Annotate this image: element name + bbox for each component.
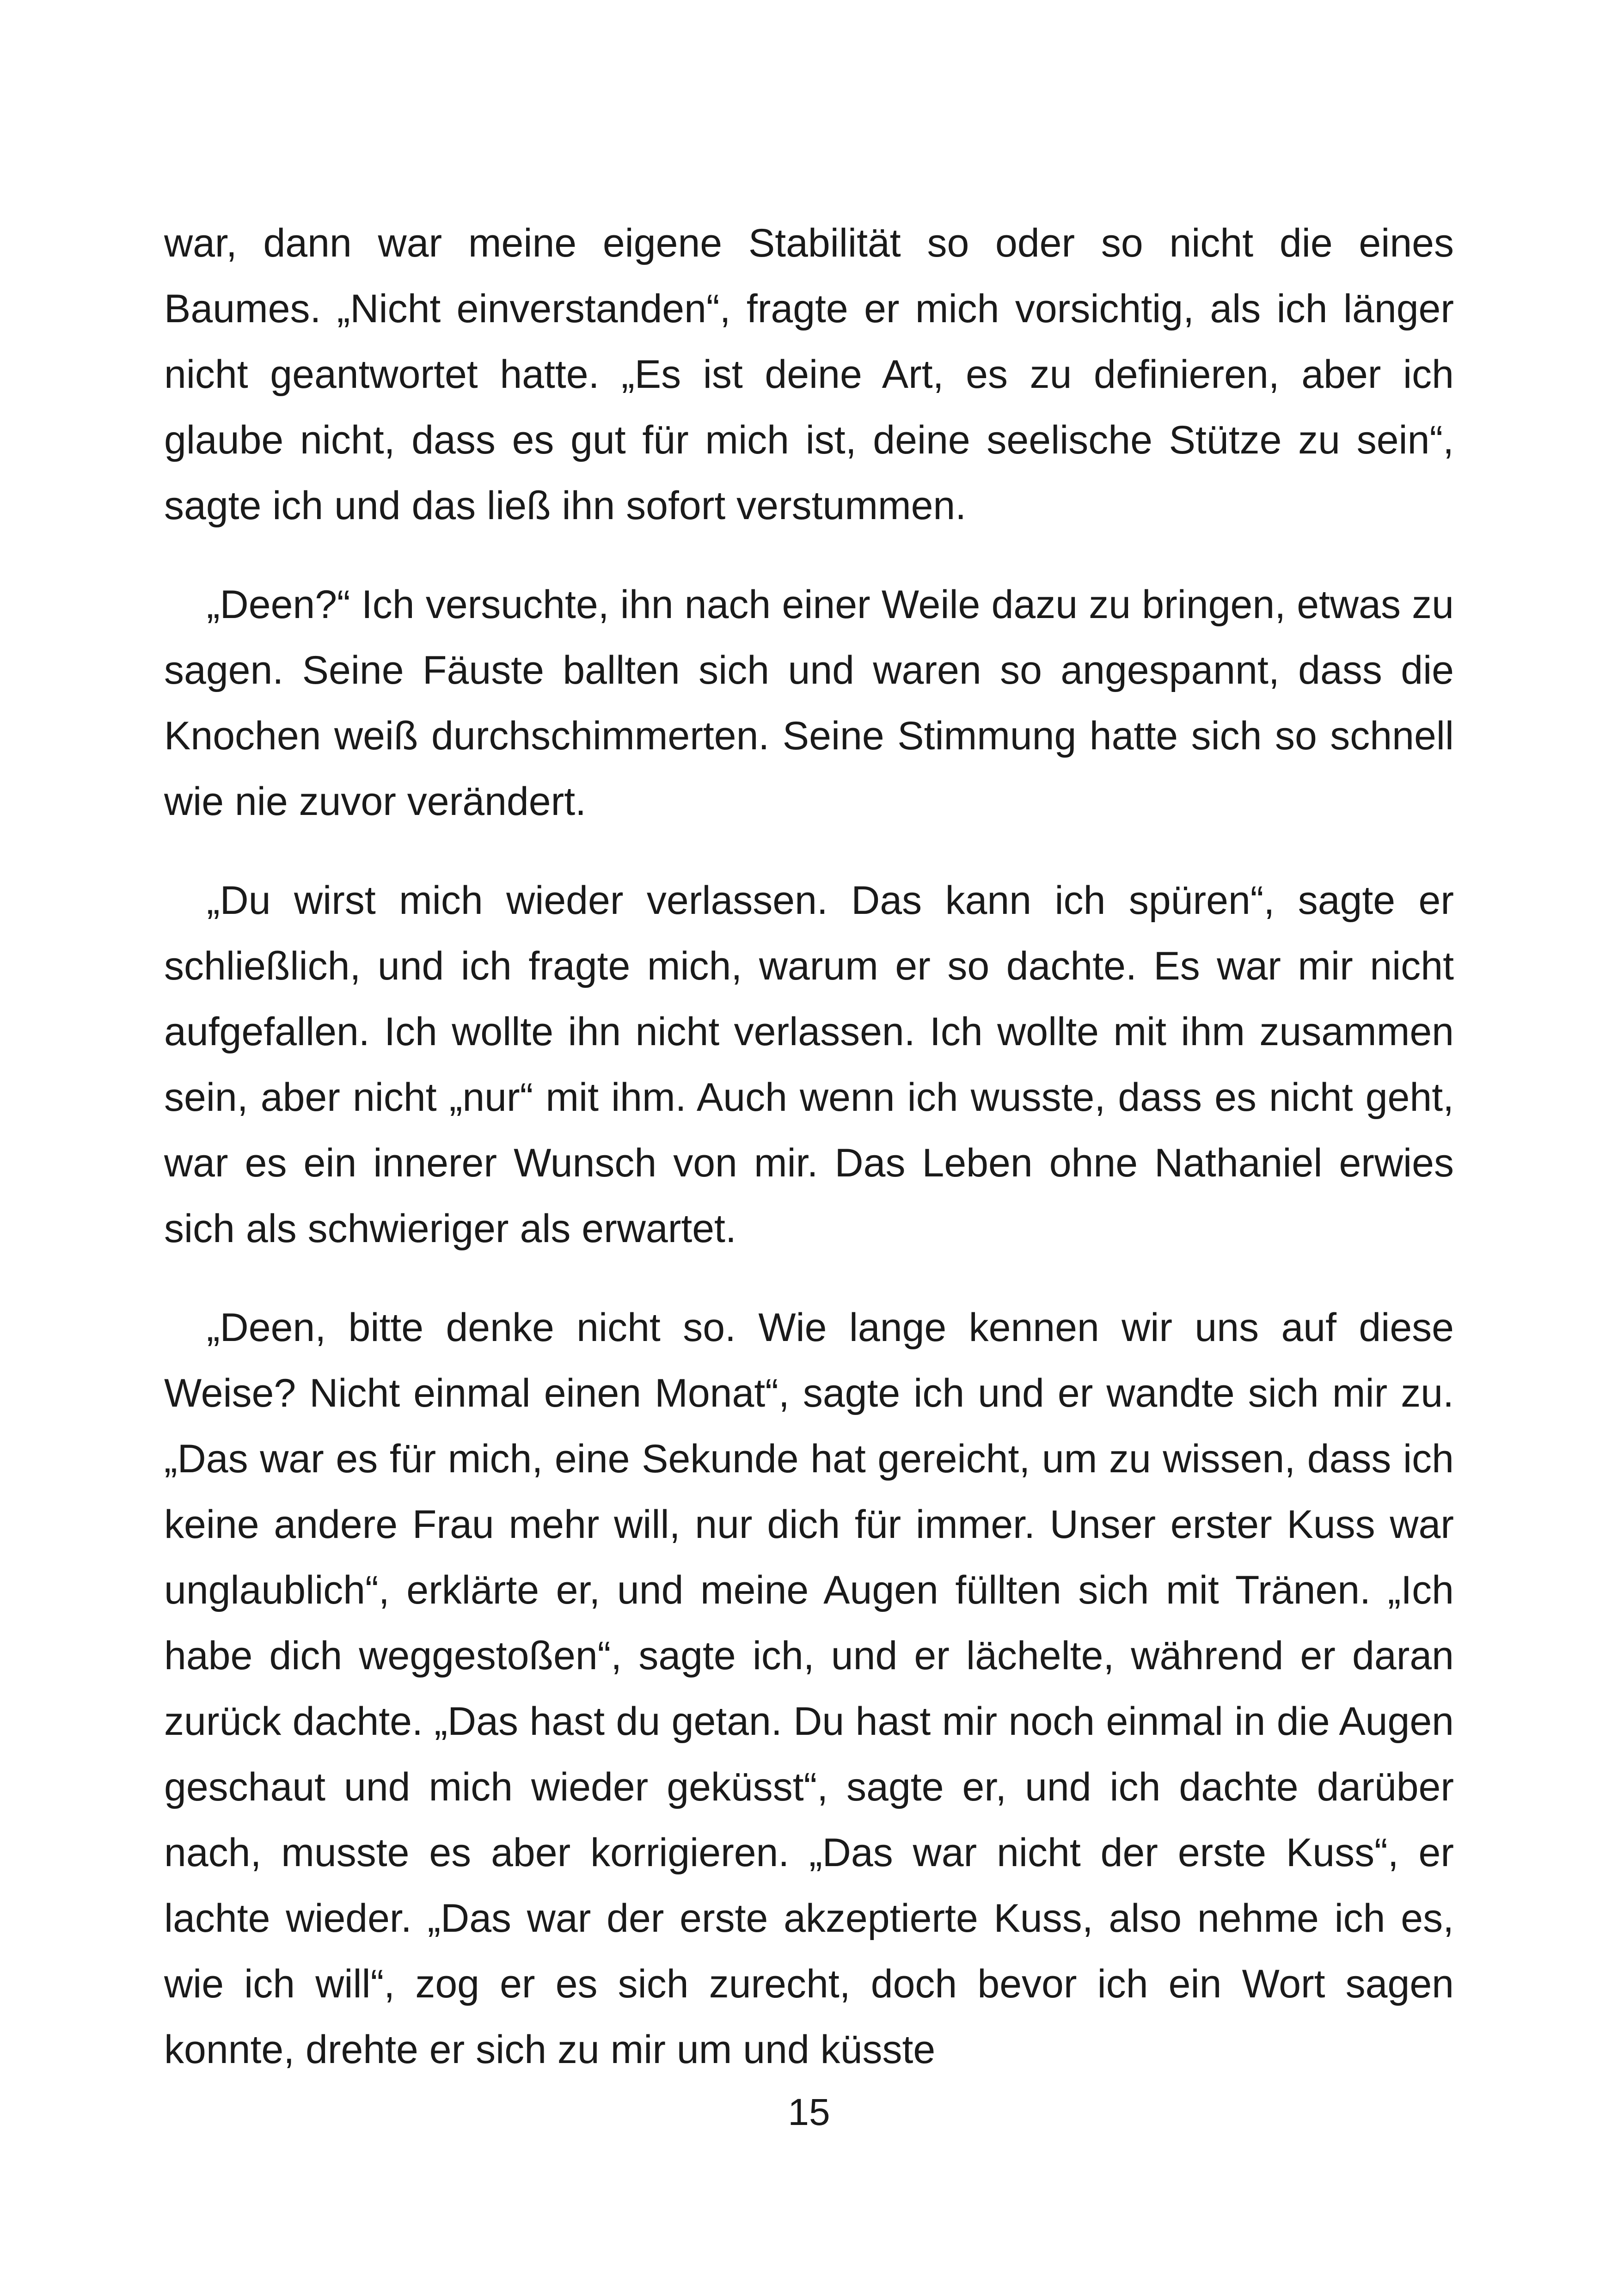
page-number: 15 <box>788 2091 830 2133</box>
paragraph-3: „Du wirst mich wieder verlassen. Das kann ich spüren“, sagte er schließlich, und ich fragte mich, warum er so dachte. Es war mir nicht aufgefallen. Ich wollte ihn nicht verlassen. Ich wollte mit ihm zusammen sein, aber nicht „nur“ mit ihm. Auch wenn ich wusste, dass es nicht geht, war es ein innerer Wunsch von mir. Das Leben ohne Nathaniel erwies sich als schwieriger als erwartet. <box>164 878 1454 1251</box>
paragraph-1: war, dann war meine eigene Stabilität so oder so nicht die eines Baumes. „Nicht einverstanden“, fragte er mich vorsichtig, als ich länger nicht geantwortet hatte. „Es ist deine Art, es zu definieren, aber ich glaube nicht, dass es gut für mich ist, deine seelische Stütze zu sein“, sagte ich und das ließ ihn sofort verstummen. <box>164 221 1454 528</box>
paragraph-4: „Deen, bitte denke nicht so. Wie lange kennen wir uns auf diese Weise? Nicht einmal einen Monat“, sagte ich und er wandte sich mir zu. „Das war es für mich, eine Sekunde hat gereicht, um zu wissen, dass ich keine andere Frau mehr will, nur dich für immer. Unser erster Kuss war unglaublich“, erklärte er, und meine Augen füllten sich mit Tränen. „Ich habe dich weggestoßen“, sagte ich, und er lächelte, während er daran zurück dachte. „Das hast du getan. Du hast mir noch einmal in die Augen geschaut und mich wieder geküsst“, sagte er, und ich dachte darüber nach, musste es aber korrigieren. „Das war nicht der erste Kuss“, er lachte wieder. „Das war der erste akzeptierte Kuss, also nehme ich es, wie ich will“, zog er es sich zurecht, doch bevor ich ein Wort sagen konnte, drehte er sich zu mir um und küsste <box>164 1305 1454 2072</box>
paragraph-2: „Deen?“ Ich versuchte, ihn nach einer Weile dazu zu bringen, etwas zu sagen. Seine Fäuste ballten sich und waren so angespannt, dass die Knochen weiß durchschimmerten. Seine Stimmung hatte sich so schnell wie nie zuvor verändert. <box>164 582 1454 824</box>
body-text <box>164 210 1454 2116</box>
